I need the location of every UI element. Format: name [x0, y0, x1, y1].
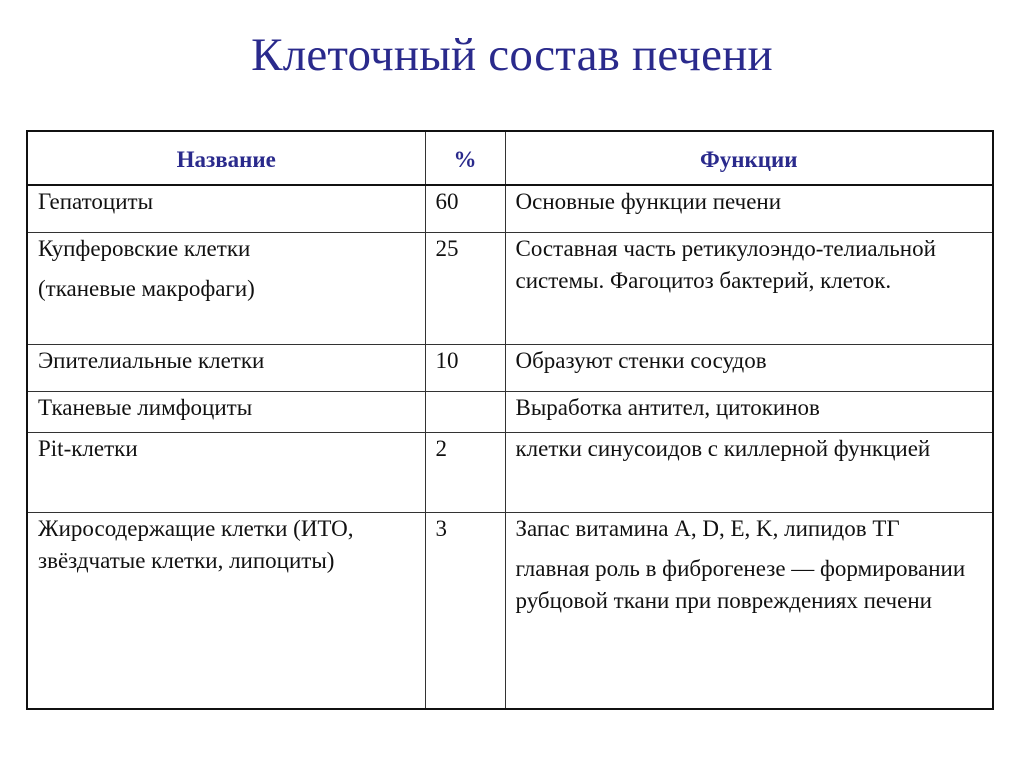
cell-function-text: Выработка антител, цитокинов [515, 395, 820, 420]
cell-name-text: Тканевые лимфоциты [38, 395, 253, 420]
cell-function-text: клетки синусоидов с киллерной функцией [515, 436, 931, 461]
cell-name [27, 513, 425, 710]
cell-composition-table [26, 130, 994, 710]
table-row [27, 345, 993, 392]
cell-name [27, 433, 425, 513]
cell-functions [505, 233, 993, 345]
cell-percent: 60 [425, 185, 505, 233]
cell-name-text: Купферовские клетки [38, 236, 251, 261]
cell-function-text: Основные функции печени [515, 189, 782, 214]
cell-name [27, 233, 425, 345]
cell-function-text: Запас витамина A, D, E, K, липидов ТГ [515, 516, 900, 541]
page-title: Клеточный состав печени [251, 29, 773, 81]
cell-function-text: Составная часть ретикулоэндо-телиальной системы. Фагоцитоз бактерий, клеток. [515, 236, 936, 293]
cell-name-text: Эпителиальные клетки [38, 348, 265, 373]
cell-percent: 25 [425, 233, 505, 345]
cell-name [27, 185, 425, 233]
cell-function-text: Образуют стенки сосудов [515, 348, 767, 373]
cell-name [27, 345, 425, 392]
cell-name-text: Гепатоциты [38, 189, 154, 214]
header-functions: Функции [505, 131, 993, 185]
table-row [27, 392, 993, 433]
cell-function-text: главная роль в фиброгенезе — формировании рубцовой ткани при повреждениях печени [515, 556, 966, 613]
header-name: Название [27, 131, 425, 185]
table-row [27, 185, 993, 233]
cell-percent: 3 [425, 513, 505, 710]
cell-percent: 2 [425, 433, 505, 513]
cell-functions [505, 345, 993, 392]
cell-functions [505, 185, 993, 233]
table-row [27, 433, 993, 513]
table-header-row [27, 131, 993, 185]
cell-percent: 10 [425, 345, 505, 392]
header-percent: % [425, 131, 505, 185]
table-row [27, 233, 993, 345]
cell-name-text: (тканевые макрофаги) [38, 276, 255, 301]
table-row [27, 513, 993, 710]
cell-functions [505, 392, 993, 433]
cell-name-text: Жиросодержащие клетки (ИТО, звёздчатые клетки, липоциты) [38, 516, 354, 573]
cell-percent [425, 392, 505, 433]
cell-functions [505, 513, 993, 710]
cell-name-text: Pit-клетки [38, 436, 138, 461]
cell-functions [505, 433, 993, 513]
cell-name [27, 392, 425, 433]
